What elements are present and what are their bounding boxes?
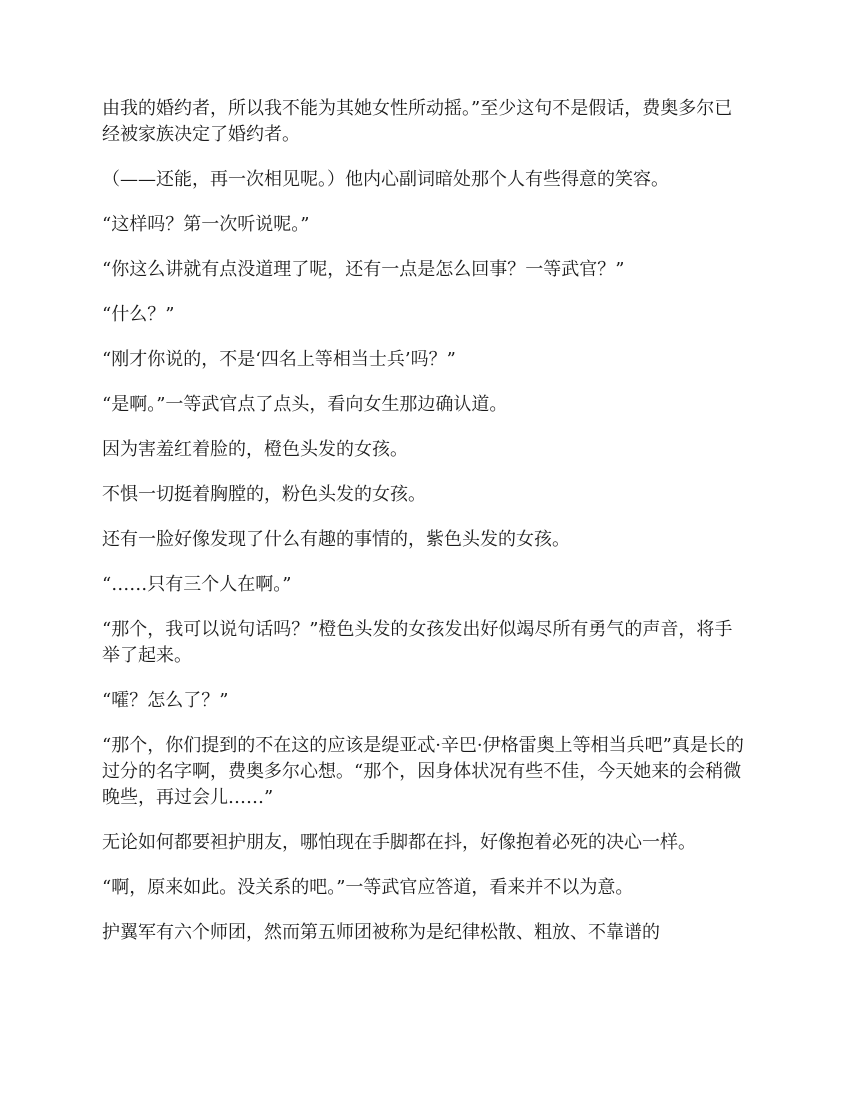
paragraph: 还有一脸好像发现了什么有趣的事情的，紫色头发的女孩。	[102, 529, 570, 550]
paragraph: “那个，你们提到的不在这的应该是缇亚忒·辛巴·伊格雷奥上等相当兵吧”真是长的过分的名字啊，费奥多尔心想。“那个，因身体状况有些不佳，今天她来的会稍微晚些，再过会儿……”	[102, 735, 744, 808]
paragraph: “什么？”	[102, 304, 175, 325]
paragraph: “那个，我可以说句话吗？”橙色头发的女孩发出好似竭尽所有勇气的声音，将手举了起来。	[102, 619, 733, 666]
text-body	[102, 96, 750, 965]
paragraph: 无论如何都要袒护朋友，哪怕现在手脚都在抖，好像抱着必死的决心一样。	[102, 832, 696, 853]
paragraph: 不惧一切挺着胸膛的，粉色头发的女孩。	[102, 484, 426, 505]
paragraph: 护翼军有六个师团，然而第五师团被称为是纪律松散、粗放、不靠谱的	[102, 922, 660, 943]
paragraph: “是啊。”一等武官点了点头，看向女生那边确认道。	[102, 394, 508, 415]
paragraph: “啊，原来如此。没关系的吧。”一等武官应答道，看来并不以为意。	[102, 877, 634, 898]
paragraph: 因为害羞红着脸的，橙色头发的女孩。	[102, 439, 408, 460]
paragraph: “刚才你说的，不是‘四名上等相当士兵’吗？”	[102, 349, 456, 370]
paragraph: 由我的婚约者，所以我不能为其她女性所动摇。”至少这句不是假话，费奥多尔已经被家族决定了婚约者。	[102, 98, 733, 145]
paragraph: （——还能，再一次相见呢。）他内心副词暗处那个人有些得意的笑容。	[102, 169, 669, 190]
paragraph: “这样吗？第一次听说呢。”	[102, 214, 310, 235]
paragraph: “……只有三个人在啊。”	[102, 574, 292, 595]
paragraph: “你这么讲就有点没道理了呢，还有一点是怎么回事？一等武官？”	[102, 259, 625, 280]
paragraph: “嚯？怎么了？”	[102, 690, 229, 711]
